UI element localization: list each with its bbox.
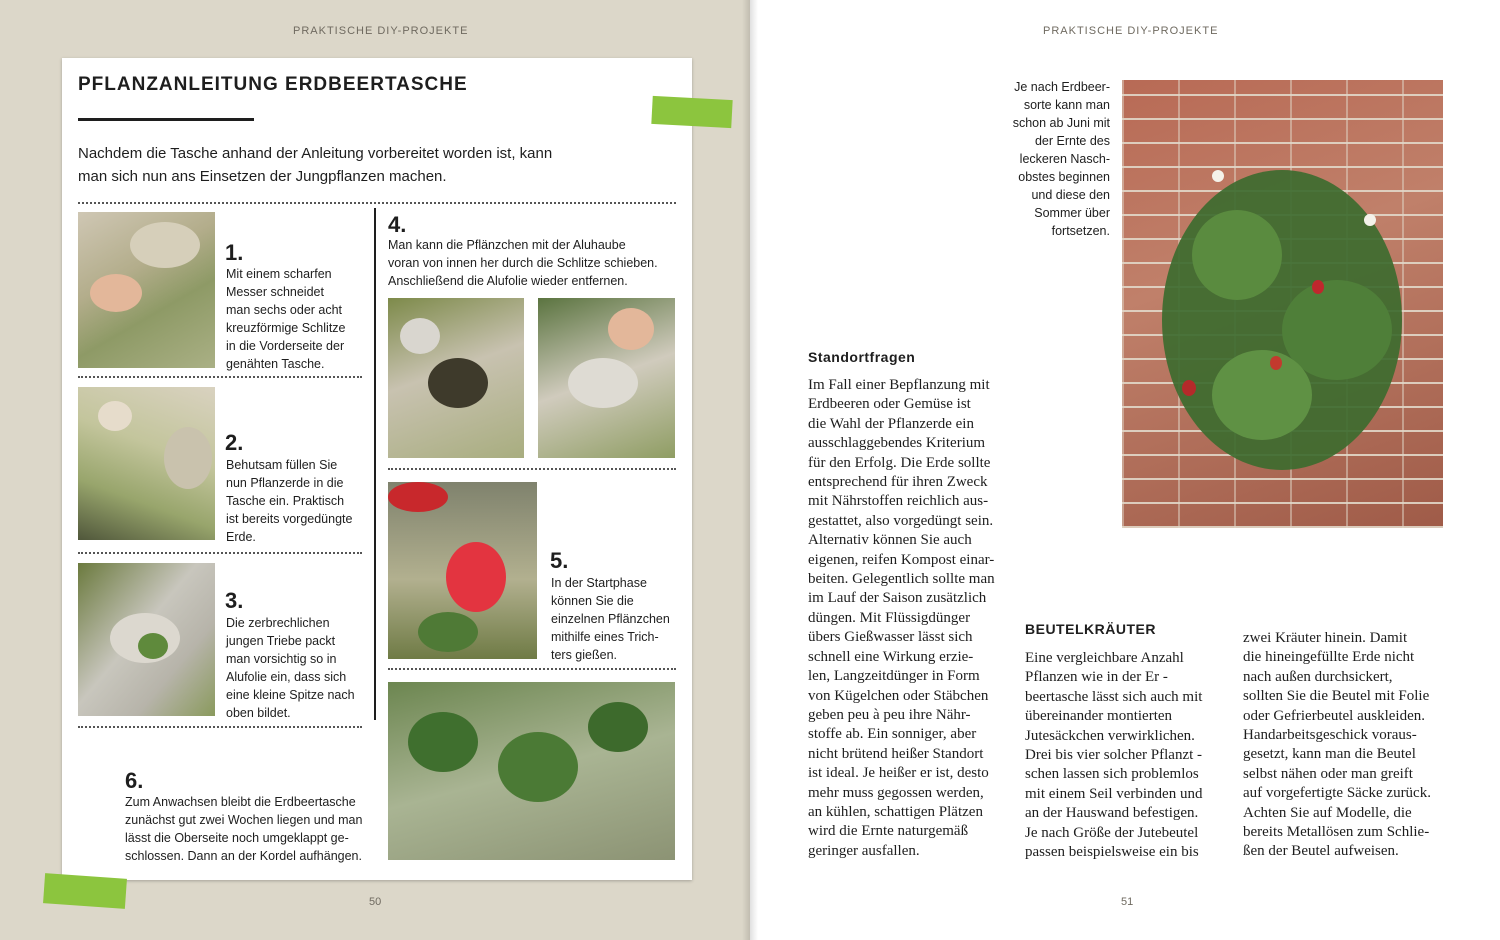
page-number-left: 50 <box>369 896 382 908</box>
caption-line: sorte kann man <box>1023 98 1110 112</box>
step-5-line: einzelnen Pflänzchen <box>551 612 670 626</box>
step-2-line: Erde. <box>226 530 256 544</box>
intro-text <box>78 142 618 188</box>
standort-heading: Standortfragen <box>808 349 916 365</box>
step-6-line: Zum Anwachsen bleibt die Erdbeertasche <box>125 795 356 809</box>
green-tape-bottom <box>43 873 127 909</box>
step-2-text <box>226 456 366 546</box>
dotted-divider <box>388 668 676 670</box>
body-line: die hineingefüllte Erde nicht <box>1243 649 1415 666</box>
beutel-heading: BEUTELKRÄUTER <box>1025 621 1156 637</box>
step-4-number: 4. <box>388 212 407 237</box>
page-number-right: 51 <box>1121 896 1134 908</box>
body-line: Eine vergleichbare Anzahl <box>1025 650 1184 666</box>
body-line: Pflanzen wie in der Er - <box>1025 669 1168 686</box>
body-line: Achten Sie auf Modelle, die <box>1243 804 1412 821</box>
step-5-text <box>551 574 681 664</box>
caption-line: schon ab Juni mit <box>1012 116 1110 130</box>
caption-line: der Ernte des <box>1034 134 1110 148</box>
step-4-photo-b <box>538 298 675 458</box>
body-line: Je nach Größe der Jutebeutel <box>1025 824 1199 841</box>
step-5-line: In der Startphase <box>551 576 647 590</box>
body-line: ausschlaggebendes Kriterium <box>808 435 986 452</box>
step-4-line: voran von innen her durch die Schlitze schieben. <box>388 256 658 270</box>
caption-line: und diese den <box>1031 188 1110 202</box>
step-3-text <box>226 614 366 722</box>
body-line: für den Erfolg. Die Erde sollte <box>808 454 991 471</box>
step-6-line: schlossen. Dann an der Kordel aufhängen. <box>125 849 362 863</box>
step-6-photo <box>388 682 675 860</box>
strawberry-wall-photo <box>1122 80 1443 528</box>
body-line: Handarbeitsgeschick voraus- <box>1243 727 1417 744</box>
beutel-body-col2 <box>1243 629 1448 862</box>
step-3-line: eine kleine Spitze nach <box>226 688 355 702</box>
body-line: passen beispielsweise ein bis <box>1025 844 1199 861</box>
caption-line: Sommer über <box>1034 206 1110 220</box>
body-line: wird die Ernte naturgemäß <box>808 823 969 840</box>
step-3-line: jungen Triebe packt <box>226 634 336 648</box>
photo-caption <box>994 78 1110 240</box>
dotted-divider <box>78 376 362 378</box>
step-1-text <box>226 265 366 373</box>
body-line: nicht brütend heißer Standort <box>808 745 984 762</box>
body-line: Drei bis vier solcher Pflanzt - <box>1025 747 1203 764</box>
body-line: mit einem Seil verbinden und <box>1025 785 1203 802</box>
caption-line: leckeren Nasch- <box>1019 152 1110 166</box>
body-line: Alternativ können Sie auch <box>808 532 972 549</box>
step-3-line: Die zerbrechlichen <box>226 616 330 630</box>
intro-line: Nachdem die Tasche anhand der Anleitung vorbereitet worden ist, kann <box>78 145 553 162</box>
body-line: an der Hauswand befestigen. <box>1025 805 1199 822</box>
body-line: bereits Metallösen zum Schlie- <box>1243 824 1430 841</box>
body-line: mit Nährstoffen reichlich aus- <box>808 493 989 510</box>
title-rule <box>78 118 254 121</box>
step-1-line: in die Vorderseite der <box>226 339 345 353</box>
step-3-photo <box>78 563 215 716</box>
dotted-divider <box>78 202 676 204</box>
step-1-line: Messer schneidet <box>226 285 324 299</box>
step-5-photo <box>388 482 537 659</box>
step-5-number: 5. <box>550 548 569 573</box>
step-1-line: genähten Tasche. <box>226 357 325 371</box>
body-line: Erdbeeren oder Gemüse ist <box>808 396 971 413</box>
body-line: an kühlen, schattigen Plätzen <box>808 803 983 820</box>
body-line: gesetzt, kann man die Beutel <box>1243 746 1416 763</box>
body-line: ist ideal. Je heißer er ist, desto <box>808 765 989 782</box>
body-line: düngen. Mit Flüssigdünger <box>808 609 971 626</box>
body-line: Jutesäckchen verwirklichen. <box>1025 727 1195 744</box>
body-line: stoffe ab. Ein sonniger, aber <box>808 726 977 743</box>
step-2-line: ist bereits vorgedüngte <box>226 512 353 526</box>
running-head-right: PRAKTISCHE DIY-PROJEKTE <box>1043 25 1219 37</box>
step-6-line: zunächst gut zwei Wochen liegen und man <box>125 813 363 827</box>
body-line: nach außen durchsickert, <box>1243 668 1393 685</box>
body-line: beertasche lässt sich auch mit <box>1025 688 1203 705</box>
body-line: len, Langzeitdünger in Form <box>808 668 980 685</box>
dotted-divider <box>388 468 676 470</box>
body-line: sollten Sie die Beutel mit Folie <box>1243 688 1430 705</box>
body-line: Im Fall einer Bepflanzung mit <box>808 377 990 393</box>
step-1-line: Mit einem scharfen <box>226 267 332 281</box>
step-5-line: ters gießen. <box>551 648 618 662</box>
step-1-number: 1. <box>225 240 244 265</box>
step-1-photo <box>78 212 215 368</box>
book-gutter <box>742 0 758 940</box>
step-4-text <box>388 236 678 290</box>
body-line: übereinander montierten <box>1025 708 1173 725</box>
green-tape-top <box>651 96 732 128</box>
step-5-line: mithilfe eines Trich- <box>551 630 659 644</box>
body-line: die Wahl der Pflanzerde ein <box>808 415 974 432</box>
body-line: geben peu à peu ihre Nähr- <box>808 706 971 723</box>
dotted-divider <box>78 552 362 554</box>
body-line: schen lassen sich problemlos <box>1025 766 1199 783</box>
body-line: entsprechend für ihren Zweck <box>808 474 988 491</box>
body-line: von Kügelchen oder Stäbchen <box>808 687 989 704</box>
standort-body <box>808 376 1008 861</box>
step-4-photo-a <box>388 298 524 458</box>
body-line: gestattet, also vorgedüngt sein. <box>808 512 994 529</box>
body-line: zwei Kräuter hinein. Damit <box>1243 630 1408 646</box>
body-line: im Lauf der Saison zusätzlich <box>808 590 987 607</box>
step-2-line: Tasche ein. Praktisch <box>226 494 345 508</box>
body-line: selbst nähen oder man greift <box>1243 765 1413 782</box>
instruction-card <box>62 58 692 880</box>
body-line: schnell eine Wirkung erzie- <box>808 648 974 665</box>
card-title: PFLANZANLEITUNG ERDBEERTASCHE <box>78 74 468 95</box>
step-2-number: 2. <box>225 430 244 455</box>
body-line: ßen der Beutel aufweisen. <box>1243 843 1399 860</box>
step-3-line: man vorsichtig so in <box>226 652 337 666</box>
beutel-body-col1 <box>1025 649 1230 862</box>
step-3-number: 3. <box>225 588 244 613</box>
step-6-number: 6. <box>125 768 144 793</box>
body-line: mehr muss gegossen werden, <box>808 784 984 801</box>
step-2-photo <box>78 387 215 540</box>
step-1-line: kreuzförmige Schlitze <box>226 321 346 335</box>
step-6-line: lässt die Oberseite noch umgeklappt ge- <box>125 831 349 845</box>
body-line: oder Gefrierbeutel auskleiden. <box>1243 707 1425 724</box>
step-6-text <box>125 793 375 865</box>
body-line: geringer ausfallen. <box>808 842 920 859</box>
body-line: beiten. Gelegentlich sollte man <box>808 571 995 588</box>
step-5-line: können Sie die <box>551 594 634 608</box>
step-4-line: Man kann die Pflänzchen mit der Aluhaube <box>388 238 626 252</box>
body-line: auf vorgefertigte Säcke zurück. <box>1243 785 1431 802</box>
dotted-divider <box>78 726 362 728</box>
step-1-line: man sechs oder acht <box>226 303 343 317</box>
step-2-line: Behutsam füllen Sie <box>226 458 338 472</box>
intro-line: man sich nun ans Einsetzen der Jungpflanzen machen. <box>78 168 447 185</box>
body-line: eigenen, reifen Kompost einar- <box>808 551 995 568</box>
column-divider <box>374 208 376 720</box>
step-2-line: nun Pflanzerde in die <box>226 476 344 490</box>
caption-line: Je nach Erdbeer- <box>1014 80 1110 94</box>
caption-line: obstes beginnen <box>1018 170 1110 184</box>
body-line: übers Gießwasser lässt sich <box>808 629 973 646</box>
step-4-line: Anschließend die Alufolie wieder entfernen. <box>388 274 628 288</box>
caption-line: fortsetzen. <box>1051 224 1110 238</box>
step-3-line: Alufolie ein, dass sich <box>226 670 347 684</box>
step-3-line: oben bildet. <box>226 706 291 720</box>
running-head-left: PRAKTISCHE DIY-PROJEKTE <box>293 25 469 37</box>
